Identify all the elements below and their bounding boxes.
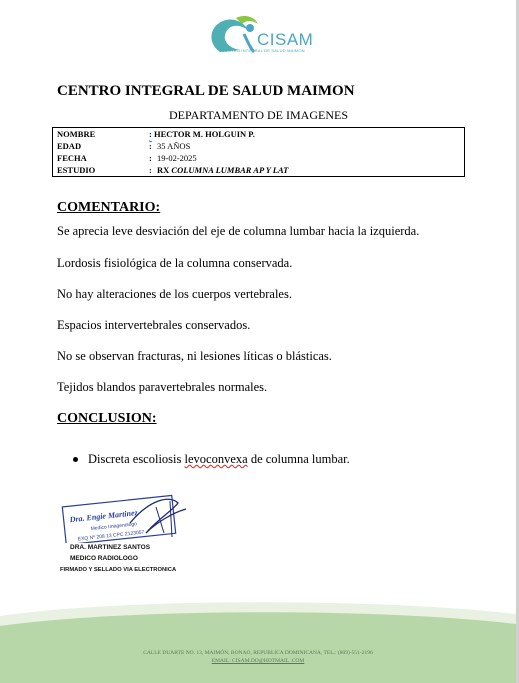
bullet-icon bbox=[73, 457, 78, 462]
footer-email: EMAIL: CISAM.DO@HOTMAIL .COM bbox=[211, 658, 305, 664]
comment-line: No hay alteraciones de los cuerpos vertebrales. bbox=[57, 287, 292, 301]
footer-wave bbox=[0, 596, 516, 683]
study-label: ESTUDIO bbox=[57, 165, 96, 175]
conclusion-heading: CONCLUSION: bbox=[57, 411, 157, 426]
logo-name: CISAM bbox=[257, 30, 314, 49]
study-name: COLUMNA LUMBAR AP Y LAT bbox=[171, 165, 289, 175]
doctor-name: DRA. MARTINEZ SANTOS bbox=[70, 544, 151, 551]
date-value: 19-02-2025 bbox=[157, 153, 197, 163]
age-value: 35 AÑOS bbox=[157, 141, 191, 151]
stamp-registration: EXQ Nº 208 13 CPC 2123057 bbox=[77, 529, 145, 543]
department-title: DEPARTAMENTO DE IMAGENES bbox=[169, 108, 348, 122]
study-prefix: RX bbox=[157, 165, 170, 175]
comment-heading: COMENTARIO: bbox=[57, 200, 161, 215]
age-label: EDAD bbox=[57, 141, 82, 151]
conclusion-text-post: de columna lumbar. bbox=[247, 452, 350, 466]
name-label: NOMBRE bbox=[57, 129, 96, 139]
stamp-name: Dra. Engie Martinez bbox=[69, 508, 139, 525]
date-label: FECHA bbox=[57, 153, 87, 163]
age-colon: : bbox=[149, 141, 152, 151]
comment-line: Tejidos blandos paravertebrales normales. bbox=[57, 380, 268, 394]
comment-line: Espacios intervertebrales conservados. bbox=[57, 318, 251, 332]
name-colon: : bbox=[149, 129, 152, 139]
date-colon: : bbox=[149, 153, 152, 163]
logo-subtitle: CENTRO INTEGRAL DE SALUD MAIMON bbox=[222, 48, 305, 53]
comment-line: No se observan fracturas, ni lesiones líticas o blásticas. bbox=[57, 349, 332, 363]
conclusion-flagged-word: levoconvexa bbox=[184, 452, 248, 466]
study-value bbox=[157, 165, 288, 175]
doctor-stamp bbox=[60, 493, 192, 543]
stamp-role: Medico Imagenologo bbox=[90, 521, 138, 533]
comment-line: Lordosis fisiológica de la columna conservada. bbox=[57, 256, 293, 270]
conclusion-item bbox=[73, 452, 350, 467]
study-colon: : bbox=[149, 165, 152, 175]
comment-line: Se aprecia leve desviación del eje de columna lumbar hacia la izquierda. bbox=[57, 224, 420, 238]
conclusion-text-pre: Discreta escoliosis bbox=[88, 452, 185, 466]
doctor-role: MEDICO RADIOLOGO bbox=[70, 555, 138, 562]
footer-address: CALLE DUARTE NO. 13, MAIMÓN, BONAO, REPUBLICA DOMINICANA, TEL.: (809)-551-2196 bbox=[143, 650, 373, 656]
name-value: HECTOR M. HOLGUIN P. bbox=[154, 129, 255, 139]
organization-title: CENTRO INTEGRAL DE SALUD MAIMON bbox=[57, 83, 355, 99]
signature-note: FIRMADO Y SELLADO VIA ELECTRONICA bbox=[60, 567, 177, 573]
patient-info-box bbox=[52, 127, 465, 177]
